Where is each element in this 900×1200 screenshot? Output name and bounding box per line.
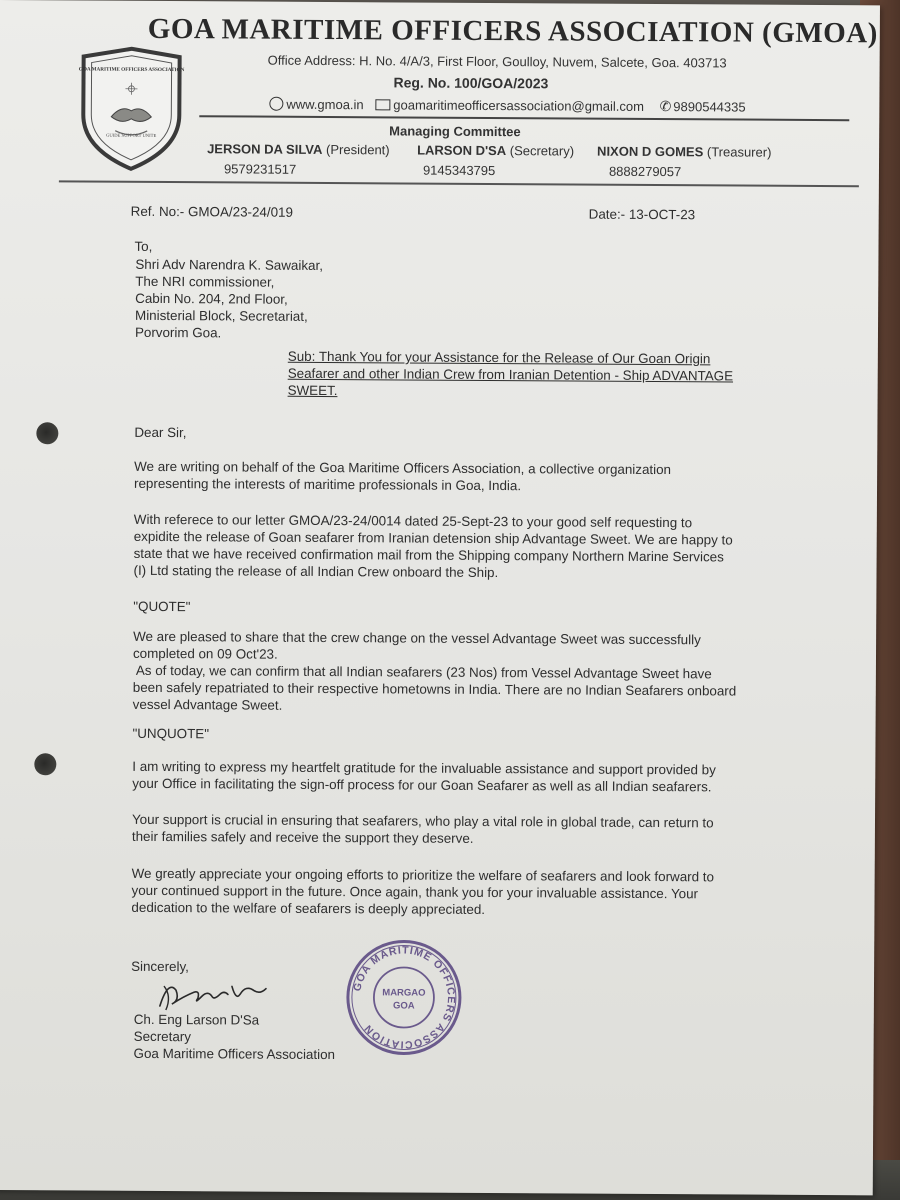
paragraph-line: expidite the release of Goan seafarer from Iranian detension ship Advantage Sweet. We are happy to [133,528,733,548]
to-label: To, [134,238,153,254]
stamp-center-top: MARGAO [382,987,426,999]
paragraph-line: dedication to the welfare of seafarers is deeply appreciated. [131,899,486,917]
closing: Sincerely, [131,958,189,975]
paragraph-line: representing the interests of maritime professionals in Goa, India. [134,475,522,494]
subject-line [288,348,768,402]
letter-date: Date:- 13-OCT-23 [588,206,696,223]
member-role: (President) [326,141,390,158]
phone-number[interactable]: 9890544335 [673,99,746,115]
logo-text-bottom: GUIDE SUPPORT UNITE [106,132,157,138]
member-name: LARSON D'SA [417,142,507,159]
paragraph-line: We greatly appreciate your ongoing efforts to prioritize the welfare of seafarers and look forward to [131,865,715,885]
member-phone-president: 9579231517 [223,161,297,177]
committee-label: Managing Committee [389,123,521,140]
paragraph-line: Your support is crucial in ensuring that seafarers, who play a vital role in global trade, can return to [131,811,714,831]
recipient-line: Porvorim Goa. [134,324,222,341]
mail-icon [375,99,390,110]
paragraph-quote [133,628,774,717]
paragraph-line: completed on 09 Oct'23. [132,645,278,662]
signatory-title: Secretary [133,1028,192,1045]
paragraph-line: We are writing on behalf of the Goa Maritime Officers Association, a collective organization [134,458,672,478]
recipient-line: Ministerial Block, Secretariat, [135,307,308,324]
paragraph-line: As of today, we can confirm that all Indian seafarers (23 Nos) from Vessel Advantage Sweet have [132,662,712,682]
subject-text: Seafarer and other Indian Crew from Iranian Detention - Ship ADVANTAGE [287,365,734,384]
paragraph-line: I am writing to express my heartfelt gratitude for the invaluable assistance and support provided by [132,758,716,778]
signatory-organization: Goa Maritime Officers Association [133,1045,336,1063]
stamp-ring-text: GOA MARITIME OFFICERS ASSOCIATION [351,944,458,1051]
member-name: NIXON D GOMES [597,143,704,160]
signatory-name: Ch. Eng Larson D'Sa [133,1011,260,1028]
phone-icon: ✆ [659,98,672,115]
website-link[interactable]: www.gmoa.in [286,96,364,113]
signature [154,966,284,1017]
salutation: Dear Sir, [134,424,187,441]
reference-number: Ref. No:- GMOA/23-24/019 [130,203,294,220]
office-address: Office Address: H. No. 4/A/3, First Floor, Goulloy, Nuvem, Salcete, Goa. 403713 [267,52,727,71]
punch-hole-top [36,422,58,444]
paragraph-line: We are pleased to share that the crew change on the vessel Advantage Sweet was successfully [133,628,701,648]
member-president [207,141,390,157]
paragraph-gratitude [132,758,772,796]
header-bottom-divider [59,180,859,186]
email-link[interactable]: goamaritimeofficersassociation@gmail.com [393,97,645,114]
signatory-block [134,1011,336,1063]
member-phone-treasurer: 8888279057 [608,163,682,180]
member-phone-secretary: 9145343795 [422,162,496,179]
recipient-address [135,256,323,342]
paragraph-reference [133,511,773,583]
paragraph-line: been safely repatriated to their respective hometowns in India. There are no Indian Seafarers onboard [132,679,737,699]
paragraph-line: vessel Advantage Sweet. [132,696,283,713]
member-name: JERSON DA SILVA [207,141,323,157]
member-role: (Treasurer) [706,144,772,160]
paragraph-support [132,811,772,849]
stamp-center-bottom: GOA [393,1000,415,1012]
subject-text: Sub: Thank You for your Assistance for the Release of Our Goan Origin [287,348,711,367]
globe-icon [269,97,283,111]
recipient-line: Cabin No. 204, 2nd Floor, [135,290,288,307]
recipient-line: Shri Adv Narendra K. Sawaikar, [135,256,323,273]
paragraph-line: your Office in facilitating the sign-off process for our Goan Seafarer as well as all Indian seafarers. [132,775,712,795]
paragraph-line: state that we have received confirmation mail from the Shipping company Northern Marine Services [133,545,724,565]
contact-row [269,96,745,116]
paragraph-line: your continued support in the future. Once again, thank you for your invaluable assistance. Your [131,882,699,902]
header-divider [199,115,849,120]
member-treasurer [597,144,771,160]
org-title: GOA MARITIME OFFICERS ASSOCIATION (GMOA) [147,12,878,50]
gmoa-logo [77,44,186,173]
paragraph-appreciation [131,865,771,920]
logo-text-top: GOA MARITIME OFFICERS ASSOCIATION [78,66,185,74]
registration-number: Reg. No. 100/GOA/2023 [393,74,549,92]
paragraph-intro [134,458,774,496]
paragraph-line: (I) Ltd stating the release of all Indian Crew onboard the Ship. [133,562,499,581]
quote-marker: "QUOTE" [133,598,191,615]
unquote-marker: "UNQUOTE" [132,725,210,742]
recipient-line: The NRI commissioner, [135,273,275,290]
member-role: (Secretary) [509,143,575,159]
paragraph-line: their families safely and receive the support they deserve. [131,828,474,846]
subject-text: SWEET. [287,382,338,399]
member-secretary [417,143,574,159]
association-stamp [344,937,465,1058]
paragraph-line: With referece to our letter GMOA/23-24/0014 dated 25-Sept-23 to your good self requesting to [133,511,693,531]
punch-hole-bottom [34,753,56,775]
